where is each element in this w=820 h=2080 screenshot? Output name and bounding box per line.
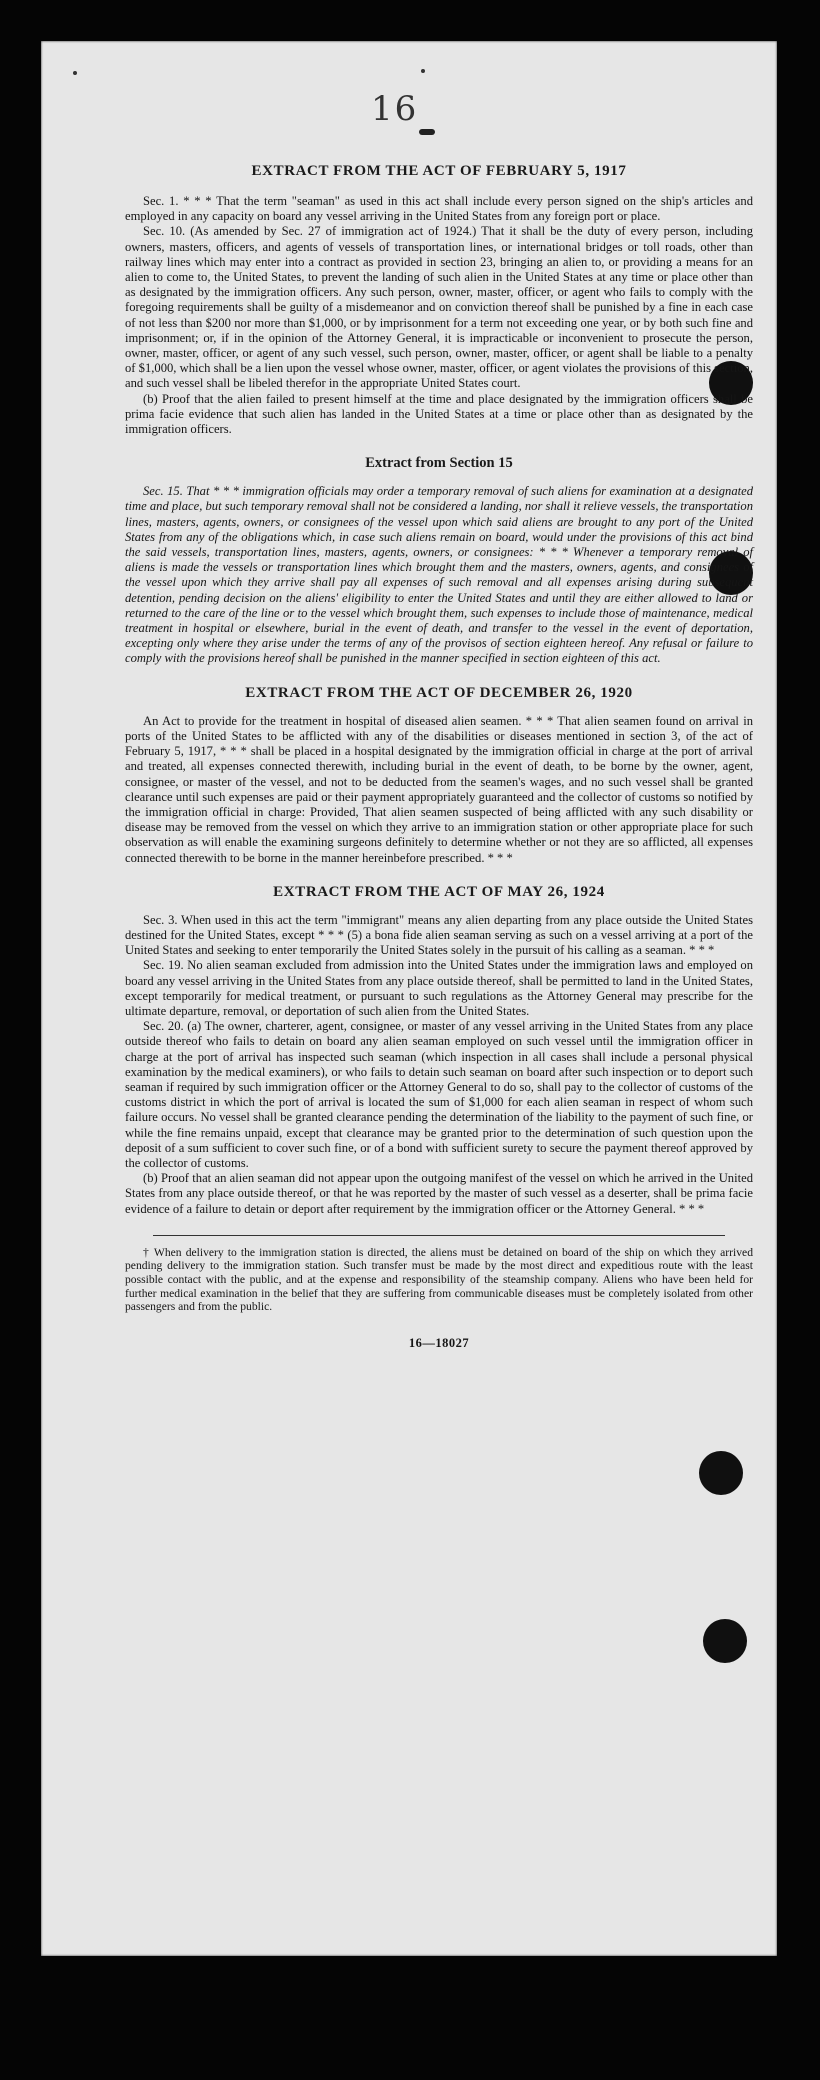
paragraph-sec-15: Sec. 15. That * * * immigration officials may order a temporary removal of such aliens for examination at a designated time and place, but such temporary removal shall not be considered a landing, nor shall it relieve vessels, the transportation lines, masters, agents, owners, or consignees of the vessel upon which said aliens are brought to any port of the United States from any of the obligations which, in case such aliens remain on board, would under the provisions of this act bind the said vessels, transportation lines, masters, agents, owners, or consignees: * * * Whenever a temporary removal of aliens is made the vessels or transportation lines which brought them and the masters, owners, agents, and consignees of the vessel upon which they arrive shall pay all expenses of such removal and all expenses arising during subsequent detention, pending decision on the aliens' eligibility to enter the United States and until they are either allowed to land or returned to the care of the line or to the vessel which brought them, such expenses to include those of maintenance, medical treatment in hospital or elsewhere, burial in the event of death, and transfer to the vessel in the event of deportation, excepting only where they arise under the terms of any of the provisos of section eighteen hereof. Any refusal or failure to comply with the provisions hereof shall be punished in the manner specified in section eighteen of this act.: [125, 484, 753, 666]
document-body: [125, 163, 753, 1351]
paragraph-sec-20-b: (b) Proof that an alien seaman did not appear upon the outgoing manifest of the vessel on which he arrived in the United States from any place outside thereof, or that he was reported by the master of such vessel as a deserter, shall be prima facie evidence of a failure to detain or deport after requirement by the immigration officer or the Attorney General. * * *: [125, 1171, 753, 1216]
paragraph-sec-3: Sec. 3. When used in this act the term "immigrant" means any alien departing from any place outside the United States destined for the United States, except * * * (5) a bona fide alien seaman serving as such on a vessel arriving at a port of the United States and seeking to enter temporarily the United States solely in the pursuit of his calling as a seaman. * * *: [125, 912, 753, 958]
paragraph-sec-1: Sec. 1. * * * That the term "seaman" as used in this act shall include every person signed on the ship's articles and employed in any capacity on board any vessel arriving in the United States from any foreign port or place.: [125, 194, 753, 224]
scan-speck: [421, 69, 425, 73]
heading-act-1920: EXTRACT FROM THE ACT OF DECEMBER 26, 1920: [245, 684, 633, 701]
paragraph-sec-10-b: (b) Proof that the alien failed to present himself at the time and place designated by the immigration officers shall be prima facie evidence that such alien has landed in the United States at a time or place other than as designated by the immigration officers.: [125, 391, 753, 437]
punch-hole: [703, 1619, 747, 1663]
section-act-1920: [125, 714, 753, 866]
footnote: [125, 1246, 753, 1314]
paragraph-act-1920: An Act to provide for the treatment in hospital of diseased alien seamen. * * * That alien seamen found on arrival in ports of the United States to be afflicted with any of the disabilities or diseases mentioned in section 3, of the act of February 5, 1917, * * * shall be placed in a hospital designated by the immigration official in charge at the port of arrival and treated, all expenses connected therewith, including burial in the event of death, to be borne by the owner, agent, consignee, or master of the vessel, and not to be deducted from the seamen's wages, and no such vessel shall be granted clearance until such expenses are paid or their payment appropriately guaranteed and the collector of customs so notified by the immigration official in charge: Provided, That alien seamen suspected of being afflicted with any such disability or disease may be removed from the vessel on which they arrive to an immigration station or other appropriate place for such observation as will enable the examining surgeons definitely to determine whether or not they are so afflicted, all expenses connected therewith to be borne in the manner hereinbefore prescribed. * * *: [125, 713, 753, 865]
paragraph-sec-10: Sec. 10. (As amended by Sec. 27 of immigration act of 1924.) That it shall be the duty of every person, including owners, masters, officers, and agents of vessels of transportation lines, or international bridges or toll roads, other than railway lines which may enter into a contract as provided in section 23, bringing an alien to, or providing a means for an alien to come to, the United States, to prevent the landing of such alien in the United States at any time or place other than as designated by the immigration officers. Any such person, owner, master, officer, or agent who fails to comply with the foregoing requirements shall be guilty of a misdemeanor and on conviction thereof shall be punished by a fine in each case of not less than $200 nor more than $1,000, or by imprisonment for a term not exceeding one year, or by both such fine and imprisonment; or, if in the opinion of the Attorney General, it is impracticable or inconvenient to prosecute the person, owner, master, officer, or agent of any such vessel, such person, owner, master, officer, or agent shall be liable to a penalty of $1,000, which shall be a lien upon the vessel whose owner, master, officer, or agent violates the provisions of this section, and such vessel shall be libeled therefor in the appropriate United States court.: [125, 224, 753, 391]
punch-hole: [699, 1451, 743, 1495]
section-15: [125, 484, 753, 666]
page-folio: 16—18027: [408, 1335, 470, 1350]
heading-section-15: Extract from Section 15: [365, 455, 513, 472]
paragraph-sec-20-a: Sec. 20. (a) The owner, charterer, agent, consignee, or master of any vessel arriving in the United States from any place outside thereof who fails to detain on board any alien seaman employed on such vessel until the immigration officer in charge at the port of arrival has inspected such seaman (which inspection in all cases shall include a personal physical examination by the medical examiners), or who fails to detain such seaman on board after such inspection or to deport such seaman if required by such immigration officer or the Attorney General to do so, shall pay to the collector of customs of the customs district in which the port of arrival is located the sum of $1,000 for each alien seaman in respect of whom such failure occurs. No vessel shall be granted clearance pending the determination of the liability to the payment of such fine, or while the fine remains unpaid, except that clearance may be granted prior to the determination of such question upon the deposit of a sum sufficient to cover such fine, or of a bond with sufficient surety to secure the payment thereof approved by the collector of customs.: [125, 1019, 753, 1170]
footnote-divider: [153, 1235, 725, 1236]
heading-act-1917: EXTRACT FROM THE ACT OF FEBRUARY 5, 1917: [251, 163, 627, 179]
section-act-1917: [125, 194, 753, 437]
ink-mark: [419, 129, 435, 135]
footnote-text: † When delivery to the immigration station is directed, the aliens must be detained on board of the ship on which they arrived pending delivery to the immigration station. Such transfer must be made by the most direct and expeditious route with the least possible contact with the public, and at the expense and responsibility of the steamship company. Aliens who have been held for further medical examination in the belief that they are suffering from communicable diseases must be completely isolated from other passengers and from the public.: [125, 1245, 753, 1314]
handwritten-page-mark: 16: [371, 89, 419, 129]
section-act-1924: [125, 913, 753, 1217]
paragraph-sec-19: Sec. 19. No alien seaman excluded from admission into the United States under the immigration laws and employed on board any vessel arriving in the United States from any place outside thereof, shall be permitted to land in the United States, except temporarily for medical treatment, or pursuant to such regulations as the Attorney General may prescribe for the ultimate departure, removal, or deportation of such alien from the United States.: [125, 958, 753, 1018]
heading-act-1924: EXTRACT FROM THE ACT OF MAY 26, 1924: [273, 883, 605, 900]
document-page: [41, 41, 777, 1956]
scan-speck: [73, 71, 77, 75]
